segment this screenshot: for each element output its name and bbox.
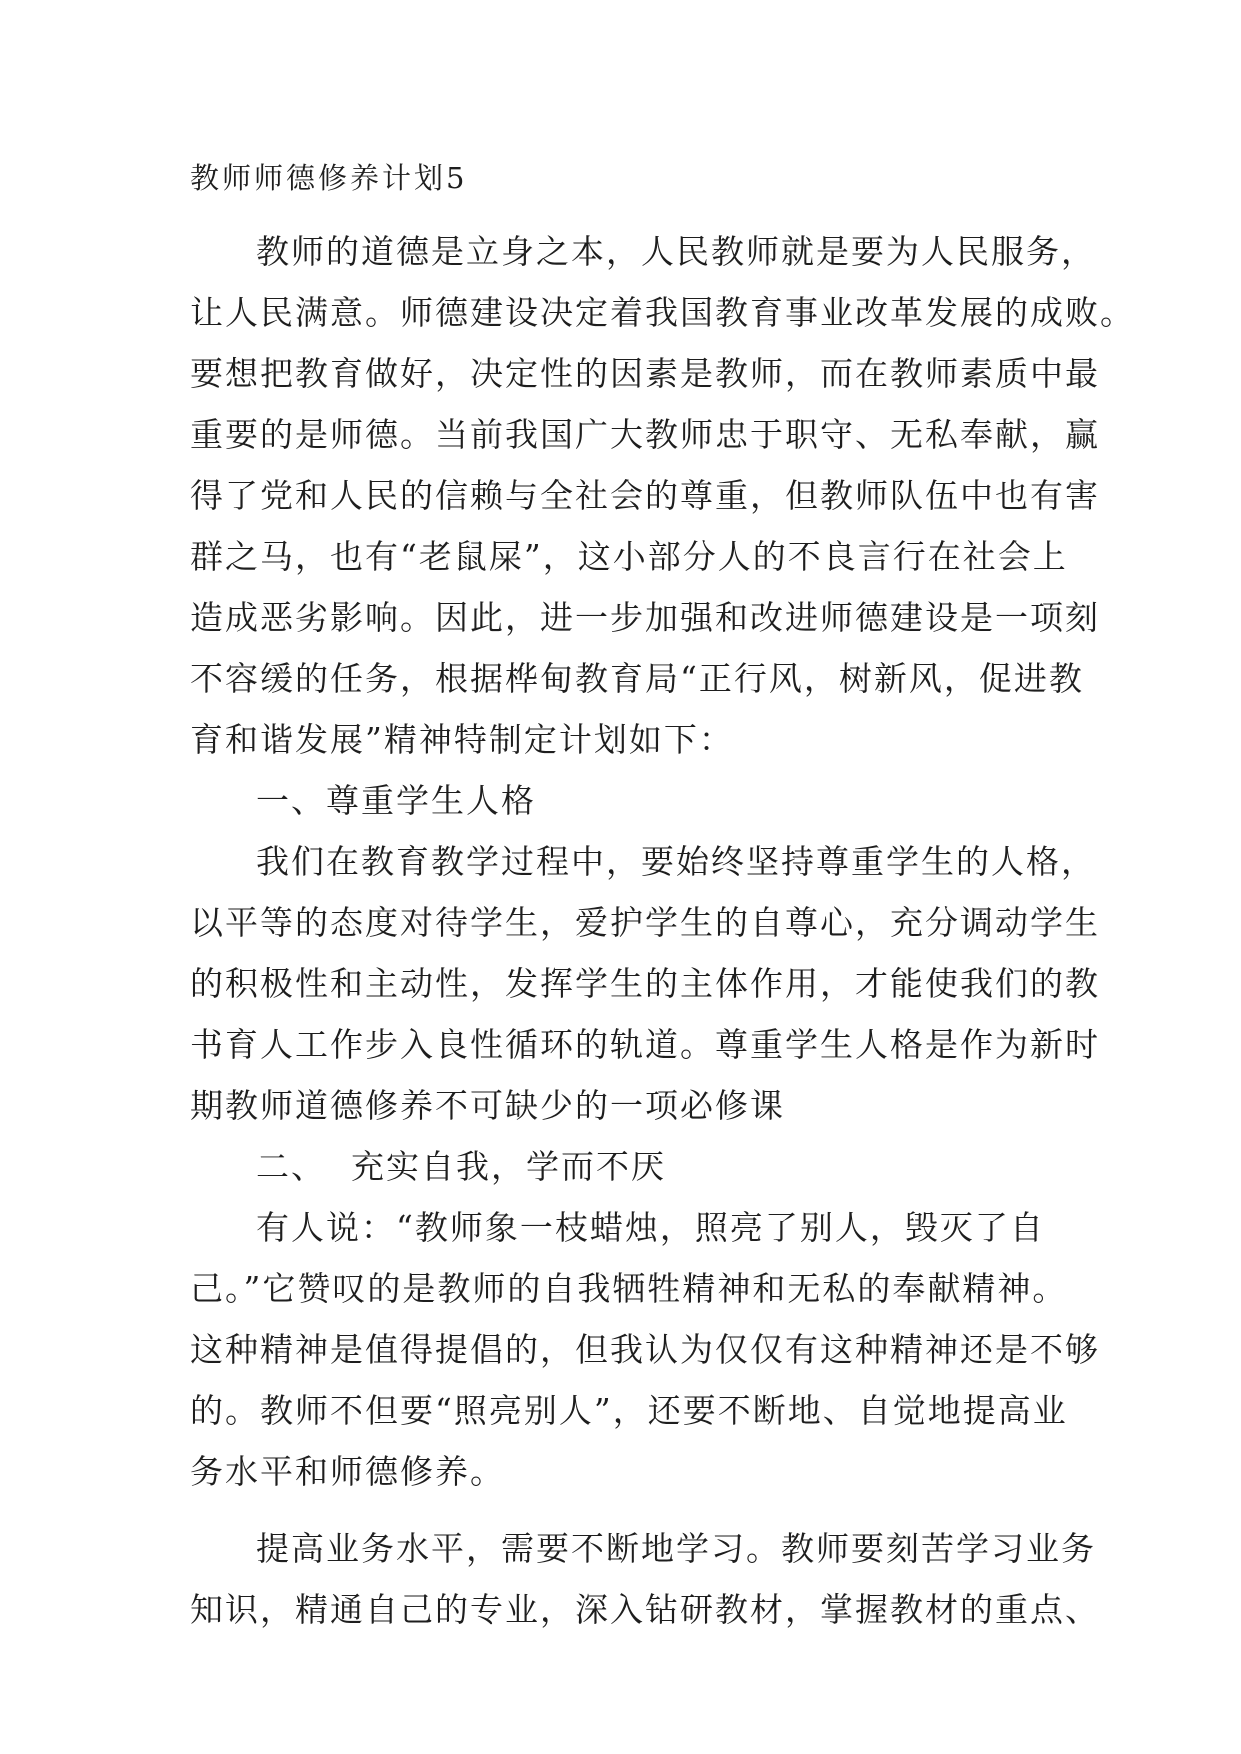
paragraph-line: 得了党和人民的信赖与全社会的尊重，但教师队伍中也有害 xyxy=(190,476,1100,515)
paragraph-line: 书育人工作步入良性循环的轨道。尊重学生人格是作为新时 xyxy=(190,1025,1100,1064)
paragraph-line: 重要的是师德。当前我国广大教师忠于职守、无私奉献，赢 xyxy=(190,415,1100,454)
section-heading: 二、 充实自我，学而不厌 xyxy=(256,1147,666,1186)
section-heading: 一、尊重学生人格 xyxy=(256,781,536,820)
paragraph-line: 这种精神是值得提倡的，但我认为仅仅有这种精神还是不够 xyxy=(190,1330,1100,1369)
paragraph-line: 让人民满意。师德建设决定着我国教育事业改革发展的成败。 xyxy=(190,293,1135,332)
paragraph-line: 我们在教育教学过程中，要始终坚持尊重学生的人格， xyxy=(256,842,1096,881)
paragraph-line: 不容缓的任务，根据桦甸教育局“正行风，树新风，促进教 xyxy=(190,659,1084,698)
document-body xyxy=(190,160,1135,1640)
paragraph-line: 提高业务水平，需要不断地学习。教师要刻苦学习业务 xyxy=(256,1529,1096,1568)
paragraph-line: 己。”它赞叹的是教师的自我牺牲精神和无私的奉献精神。 xyxy=(190,1269,1068,1308)
paragraph-line: 务水平和师德修养。 xyxy=(190,1452,505,1491)
paragraph-line: 的积极性和主动性，发挥学生的主体作用，才能使我们的教 xyxy=(190,964,1100,1003)
paragraph-line: 要想把教育做好，决定性的因素是教师，而在教师素质中最 xyxy=(190,354,1100,393)
paragraph-line: 育和谐发展”精神特制定计划如下： xyxy=(190,720,734,759)
paragraph-line: 有人说：“教师象一枝蜡烛，照亮了别人，毁灭了自 xyxy=(256,1208,1045,1247)
paragraph-line: 知识，精通自己的专业，深入钻研教材，掌握教材的重点、 xyxy=(190,1590,1100,1629)
paragraph-line: 群之马，也有“老鼠屎”，这小部分人的不良言行在社会上 xyxy=(190,537,1068,576)
paragraph-line: 造成恶劣影响。因此，进一步加强和改进师德建设是一项刻 xyxy=(190,598,1100,637)
paragraph-line: 期教师道德修养不可缺少的一项必修课 xyxy=(190,1086,785,1125)
paragraph-line: 教师的道德是立身之本，人民教师就是要为人民服务， xyxy=(256,232,1096,271)
document-title: 教师师德修养计划5 xyxy=(190,161,468,195)
paragraph-line: 以平等的态度对待学生，爱护学生的自尊心，充分调动学生 xyxy=(190,903,1100,942)
paragraph-line: 的。教师不但要“照亮别人”，还要不断地、自觉地提高业 xyxy=(190,1391,1068,1430)
